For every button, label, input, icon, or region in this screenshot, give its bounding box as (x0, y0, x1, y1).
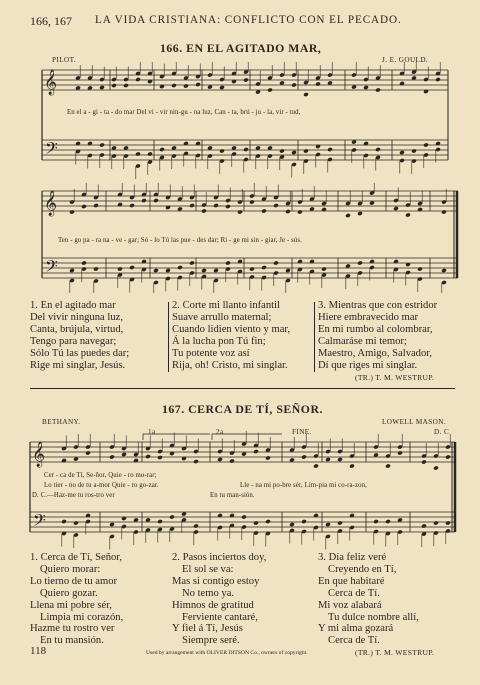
verse-line: 3. Mientras que con estridor (318, 300, 438, 311)
verse-line: Y fiel á Tí, Jesús (172, 623, 243, 635)
notehead (441, 268, 447, 273)
notehead (171, 83, 177, 88)
notehead (273, 260, 279, 265)
notehead (135, 77, 141, 82)
page-numbers: 166, 167 (30, 14, 72, 28)
notehead (123, 83, 129, 88)
notehead (285, 209, 291, 214)
verse-line: Tu dulce nombre allí, (328, 611, 419, 623)
hymn-167-title: 167. CERCA DE TÍ, SEÑOR. (162, 402, 323, 416)
verse-line: Quiero gozar. (40, 587, 98, 599)
bass-clef-icon: 𝄢 (45, 256, 58, 280)
notehead (301, 454, 307, 459)
notehead (153, 268, 159, 273)
notehead (267, 87, 273, 92)
verse-line: Himnos de gratitud (172, 599, 254, 611)
bass-clef-icon: 𝄢 (33, 510, 46, 534)
notehead (145, 454, 151, 459)
verse-line: 1. En el agitado mar (30, 300, 116, 311)
notehead (441, 209, 447, 214)
notehead (345, 213, 351, 218)
notehead (159, 147, 165, 152)
notehead (411, 148, 417, 153)
notehead (213, 268, 219, 273)
verse-line: Rige mi singlar, Jesús. (30, 359, 126, 371)
notehead (93, 203, 99, 208)
verse-line: Suave arrullo maternal; (172, 311, 272, 323)
hymn-167-verse-1 (30, 552, 123, 647)
verse-line: Sólo Tú las puedes dar; (30, 347, 130, 359)
hymn-167-lyric-row-1: Cer - ca de Tí, Se-ñor, Quie - ro mo-rar; (44, 472, 157, 479)
notehead (117, 266, 123, 271)
verse-line: En tu mansión. (40, 635, 104, 647)
section-divider (30, 388, 455, 389)
notehead (321, 266, 327, 271)
verse-line: Hiere embravecido mar (318, 311, 418, 323)
notehead (249, 199, 255, 204)
hymn-166-notes-system-1 (75, 62, 441, 179)
notehead (385, 519, 391, 524)
notehead (69, 268, 75, 273)
notehead (313, 463, 319, 468)
notehead (99, 85, 105, 90)
hymn-166-lyric-line-1: En el a - gi - ta - do mar Del vi - vir nin-gu - na luz, Can - ta, brú - ju - la, vir - tud, (67, 109, 301, 116)
hymn-166-title: 166. EN EL AGITADO MAR, (160, 41, 322, 55)
notehead (303, 148, 309, 153)
notehead (291, 82, 297, 87)
notehead (399, 150, 405, 155)
notehead (219, 148, 225, 153)
notehead (69, 209, 75, 214)
notehead (243, 77, 249, 82)
hymn-166-tune: PILOT. (52, 56, 77, 64)
notehead (433, 465, 439, 470)
hymn-166-translator: (TR.) T. M. WESTRUP. (355, 373, 435, 382)
notehead (327, 147, 333, 152)
notehead (189, 260, 195, 265)
hymn-167-composer: LOWELL MASON. (382, 418, 447, 426)
notehead (243, 147, 249, 152)
verse-line: 1. Cerca de Tí, Señor, (30, 552, 123, 563)
notehead (265, 455, 271, 460)
treble-clef-icon: 𝄞 (44, 70, 58, 95)
notehead (375, 147, 381, 152)
verse-line: Mi voz alabará (318, 599, 382, 611)
hymn-167-tune: BETHANY. (42, 418, 81, 426)
notehead (315, 81, 321, 86)
notehead (433, 520, 439, 525)
notehead (393, 206, 399, 211)
notehead (289, 522, 295, 527)
notehead (417, 266, 423, 271)
notehead (265, 519, 271, 524)
notehead (201, 268, 207, 273)
notehead (147, 151, 153, 156)
verse-line: Y mi alma gozará (318, 623, 394, 635)
dc-mark: D. C (434, 428, 450, 436)
verse-line: Tengo para navegar; (30, 335, 117, 347)
hymn-166-verse-2 (172, 300, 290, 371)
notehead (213, 203, 219, 208)
notehead (241, 514, 247, 519)
verse-line: Dí que riges mi singlar. (318, 359, 418, 371)
notehead (121, 452, 127, 457)
verse-line: Calmaráse mi temor; (318, 335, 407, 347)
verse-line: Creyendo en Tí, (328, 563, 397, 575)
notehead (219, 85, 225, 90)
verse-line: En mi rumbo al colombrar, (318, 323, 433, 335)
treble-clef-icon: 𝄞 (44, 191, 58, 216)
notehead (225, 204, 231, 209)
verse-line: Mas si contigo estoy (172, 575, 260, 587)
hymn-167-verse-3 (318, 552, 419, 647)
verse-line: Canta, brújula, virtud, (30, 323, 124, 335)
notehead (373, 519, 379, 524)
bass-staff-167 (30, 512, 455, 532)
hymn-166-verse-3 (318, 300, 437, 371)
first-ending-label: 1a (148, 428, 156, 436)
verse-line: Lo tierno de tu amor (30, 575, 118, 587)
notehead (193, 523, 199, 528)
running-title: LA VIDA CRISTIANA: CONFLICTO CON EL PECADO. (95, 14, 402, 26)
notehead (253, 520, 259, 525)
hymn-166-verse-1 (30, 300, 129, 371)
notehead (93, 266, 99, 271)
notehead (153, 198, 159, 203)
hymn-167-translator: (TR.) T. M. WESTRUP. (355, 648, 435, 657)
notehead (325, 457, 331, 462)
notehead (201, 208, 207, 213)
notehead (157, 519, 163, 524)
footer-page-number: 118 (30, 645, 47, 657)
notehead (195, 82, 201, 87)
notehead (301, 519, 307, 524)
notehead (297, 209, 303, 214)
verse-line: No temo ya. (182, 587, 235, 599)
notehead (111, 83, 117, 88)
verse-line: Cerca de Tí. (328, 587, 380, 599)
notehead (183, 83, 189, 88)
verse-line: Llena mi pobre sér, (30, 599, 112, 611)
verse-line: Á la lucha pon Tú fin; (172, 335, 266, 347)
notehead (61, 519, 67, 524)
notehead (169, 514, 175, 519)
hymn-166-lyric-line-2: Ten - go pa - ra na - ve - gar; Só - lo Tú las pue - des dar; Ri - ge mi sin - giar, Je - sús. (58, 237, 302, 244)
notehead (291, 150, 297, 155)
notehead (375, 87, 381, 92)
notehead (99, 142, 105, 147)
hymn-167-lyric-row-2: Lo tier - no de tu a-mor Quie - ro go-zar. (44, 482, 159, 489)
notehead (421, 459, 427, 464)
notehead (363, 85, 369, 90)
notehead (445, 520, 451, 525)
fine-mark: FINE. (292, 428, 312, 436)
second-ending-label: 2a (216, 428, 224, 436)
notehead (397, 450, 403, 455)
notehead (357, 260, 363, 265)
verse-line: Siempre seré. (182, 635, 240, 647)
notehead (81, 260, 87, 265)
footer-copyright-note: Used by arrangement with OLIVER DITSON Co., owners of copyright. (146, 650, 308, 656)
bass-clef-icon: 𝄢 (45, 138, 58, 162)
notehead (189, 203, 195, 208)
first-ending-bracket (143, 434, 210, 440)
notehead (279, 148, 285, 153)
verse-line: En que habitaré (318, 575, 385, 587)
notehead (303, 92, 309, 97)
verse-line: Del vivir ninguna luz, (30, 311, 123, 323)
notehead (73, 520, 79, 525)
verse-line: Cerca de Tí. (328, 635, 380, 647)
verse-line: Hazme tu rostro ver (30, 623, 115, 635)
verse-line: 3. Día feliz veré (318, 552, 387, 563)
notehead (157, 455, 163, 460)
notehead (249, 266, 255, 271)
column-divider (168, 302, 169, 372)
verse-line: Quiero morar: (40, 563, 101, 575)
notehead (325, 522, 331, 527)
verse-line: El sol se va: (182, 563, 234, 575)
notehead (273, 203, 279, 208)
notehead (81, 204, 87, 209)
notehead (135, 151, 141, 156)
notehead (217, 457, 223, 462)
column-divider (314, 302, 315, 372)
notehead (337, 457, 343, 462)
notehead (421, 523, 427, 528)
hymn-167-lyric-row-2b: Lle - na mi po-bre sér, Lim-pia mi co-ra-zon, (240, 482, 367, 489)
notehead (253, 449, 259, 454)
notehead (445, 454, 451, 459)
notehead (109, 522, 115, 527)
verse-line: Cuando lidien viento y mar, (172, 323, 291, 335)
notehead (225, 260, 231, 265)
hymn-166-composer: J. E. GOULD. (382, 56, 429, 64)
hymn-167-lyric-row-3b: En tu man-sión. (210, 492, 255, 499)
notehead (349, 463, 355, 468)
notehead (337, 520, 343, 525)
notehead (141, 198, 147, 203)
hymn-167-lyric-row-3: D. C.—Haz-me tu ros-tro ver (32, 492, 115, 499)
notehead (385, 463, 391, 468)
verse-line: 2. Corte mi llanto infantil (172, 300, 280, 311)
notehead (165, 268, 171, 273)
notehead (129, 265, 135, 270)
verse-line: Ferviente cantaré, (182, 611, 258, 623)
notehead (193, 459, 199, 464)
notehead (435, 77, 441, 82)
notehead (237, 209, 243, 214)
verse-line: 2. Pasos inciertos doy, (172, 552, 267, 563)
notehead (261, 265, 267, 270)
notehead (129, 203, 135, 208)
notehead (285, 268, 291, 273)
verse-line: Rija, oh! Cristo, mi singlar. (172, 359, 288, 371)
notehead (261, 208, 267, 213)
notehead (177, 265, 183, 270)
notehead (423, 142, 429, 147)
treble-clef-icon: 𝄞 (32, 442, 46, 467)
notehead (229, 458, 235, 463)
notehead (85, 450, 91, 455)
hymn-167-verse-2 (172, 552, 266, 647)
verse-line: Limpia mi corazón, (40, 611, 124, 623)
notehead (405, 212, 411, 217)
notehead (357, 211, 363, 216)
verse-line: Tu potente voz así (172, 347, 250, 359)
verse-line: Maestro, Amigo, Salvador, (318, 347, 433, 359)
notehead (109, 454, 115, 459)
